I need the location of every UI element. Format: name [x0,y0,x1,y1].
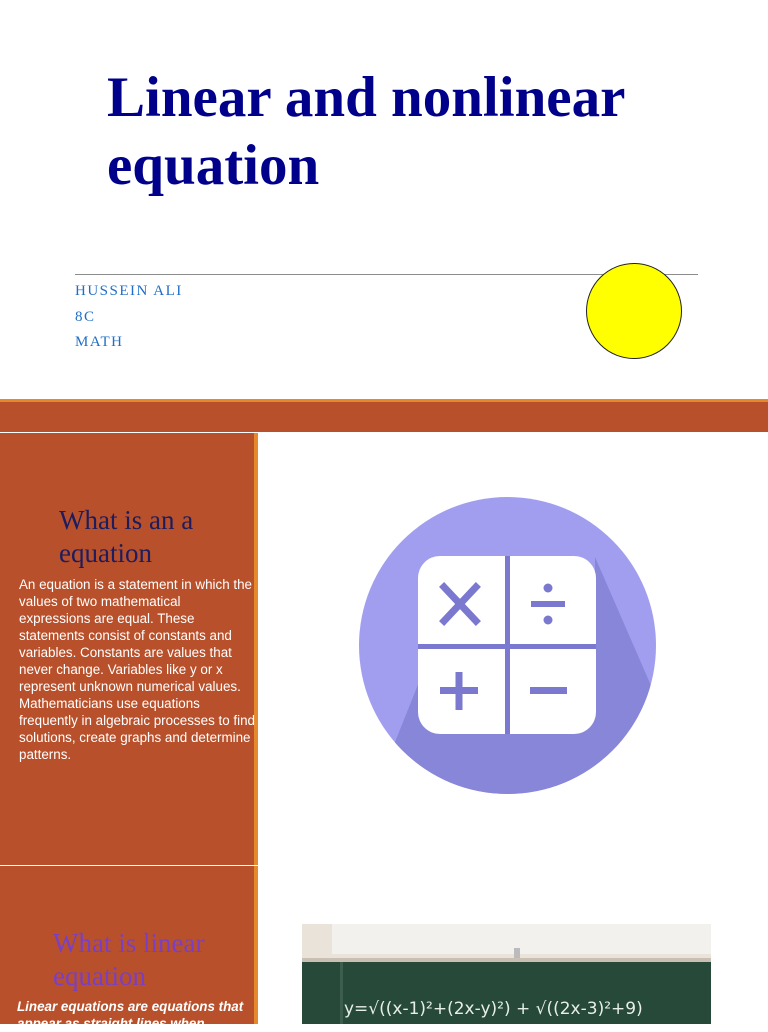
class-label: 8C [75,309,96,325]
equation-body-text: An equation is a statement in which the values of two mathematical expressions are equal. These statements consist of constants and variables. Constants are values that never change. Variables like y or x represent unknown numerical values. Mathematicians use equations frequently in algebraic processes to find solutions, create graphs and determine patterns. [19,577,255,762]
linear-equation-heading: What is linear equation [53,928,205,991]
math-icon-graphic [359,497,656,794]
equation-heading: What is an a equation [59,505,194,568]
subject-label: MATH [75,334,124,350]
chalkboard-graphic [302,924,711,1024]
projector-screen [332,924,711,954]
icon-divider-horizontal [418,644,596,649]
author-name: HUSSEIN ALI [75,283,183,299]
board-formula: y=√((x-1)²+(2x-y)²) + √((2x-3)²+9) [344,999,643,1019]
slide-separator-band [0,399,768,432]
minus-icon [530,687,567,694]
linear-equation-body-text: Linear equations are equations that appear as straight lines when [17,999,244,1031]
math-operations-icon [359,497,656,794]
slide-title: Linear and nonlinear equation [107,66,625,197]
yellow-circle [586,263,682,359]
chalkboard-photo [302,924,711,1024]
